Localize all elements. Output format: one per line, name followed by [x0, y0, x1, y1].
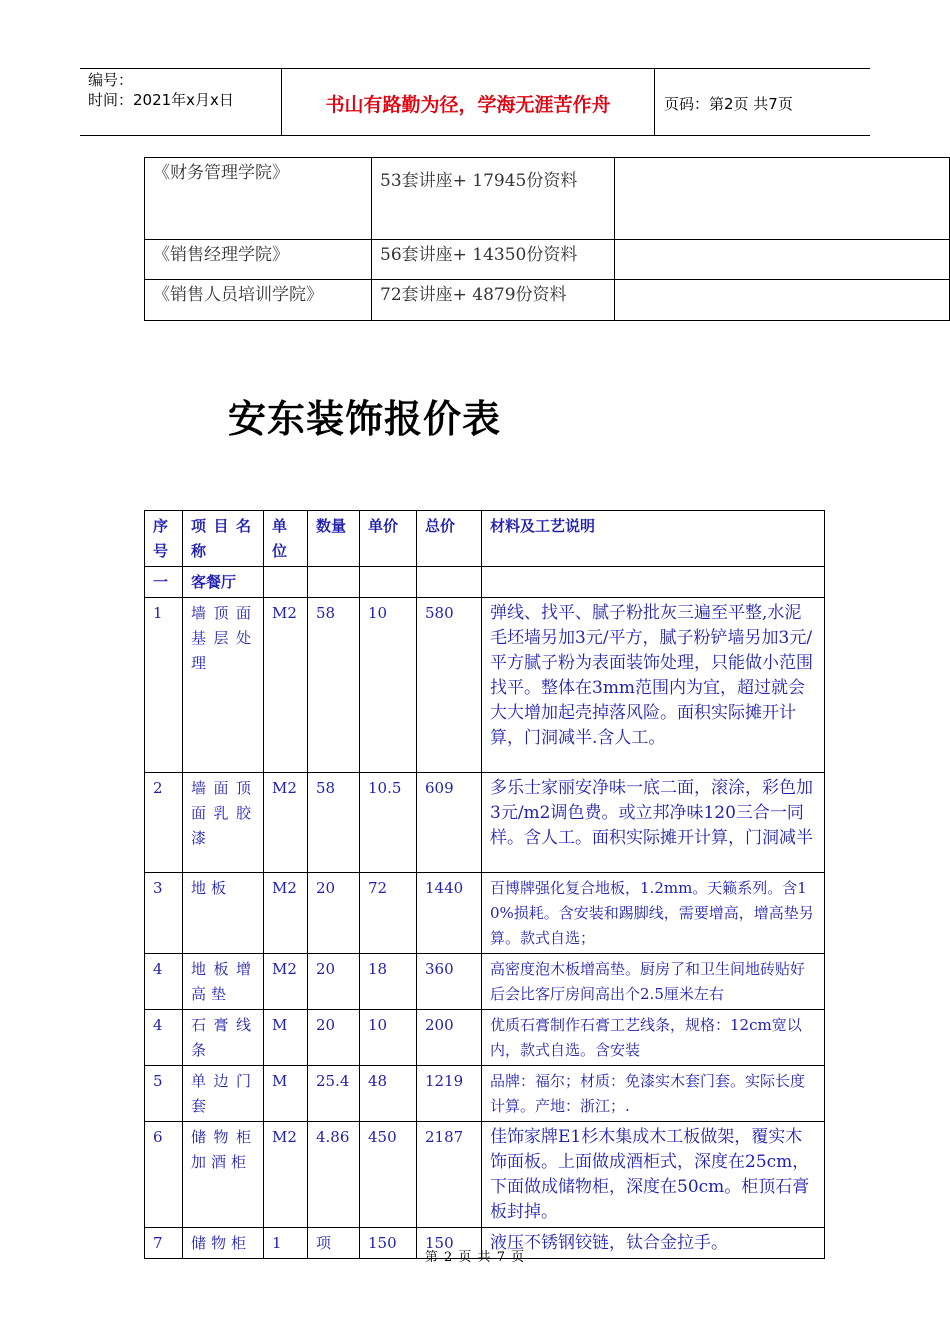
header-motto: 书山有路勤为径，学海无涯苦作舟 [325, 94, 611, 116]
row-unit: M2 [264, 773, 308, 873]
row-qty: 58 [308, 598, 360, 773]
header-total: 总价 [417, 511, 482, 567]
page-title: 安东装饰报价表 [228, 397, 502, 441]
row-qty: 20 [308, 1010, 360, 1066]
table-row [145, 240, 950, 280]
row-price: 450 [360, 1122, 417, 1228]
row-total: 2187 [417, 1122, 482, 1228]
row-name: 石膏线条 [183, 1010, 264, 1066]
row-price: 10.5 [360, 773, 417, 873]
row-no: 4 [145, 954, 183, 1010]
course-detail: 53套讲座+ 17945份资料 [372, 158, 615, 240]
section-no: 一 [145, 567, 183, 598]
section-name: 客餐厅 [183, 567, 264, 598]
table-row [145, 1122, 825, 1228]
course-detail: 56套讲座+ 14350份资料 [372, 240, 615, 280]
course-extra [615, 158, 950, 240]
header-qty: 数量 [308, 511, 360, 567]
header-page-label: 页码：第2页 共7页 [664, 95, 793, 113]
row-total: 609 [417, 773, 482, 873]
row-price: 10 [360, 1010, 417, 1066]
price-table [144, 510, 825, 1259]
time-label: 时间：2021年x月x日 [88, 91, 234, 109]
header-price: 单价 [360, 511, 417, 567]
row-no: 4 [145, 1010, 183, 1066]
row-desc: 液压不锈钢铰链，钛合金拉手。 [482, 1228, 825, 1259]
row-total: 150 [417, 1228, 482, 1259]
table-row [145, 1010, 825, 1066]
row-unit: M2 [264, 1122, 308, 1228]
row-no: 3 [145, 873, 183, 954]
row-total: 580 [417, 598, 482, 773]
row-unit: M2 [264, 598, 308, 773]
section-row [145, 567, 825, 598]
table-row [145, 598, 825, 773]
row-desc: 高密度泡木板增高垫。厨房了和卫生间地砖贴好后会比客厅房间高出个2.5厘米左右 [482, 954, 825, 1010]
header-no: 序号 [145, 511, 183, 567]
course-extra [615, 240, 950, 280]
row-no: 7 [145, 1228, 183, 1259]
row-no: 1 [145, 598, 183, 773]
row-desc: 优质石膏制作石膏工艺线条，规格：12cm宽以内，款式自选。含安装 [482, 1010, 825, 1066]
header-name: 项目名称 [183, 511, 264, 567]
row-unit: M [264, 1066, 308, 1122]
row-name: 单边门套 [183, 1066, 264, 1122]
row-unit: M [264, 1010, 308, 1066]
row-qty: 20 [308, 954, 360, 1010]
row-name: 墙顶面基层处理 [183, 598, 264, 773]
table-row [145, 873, 825, 954]
row-unit: M2 [264, 954, 308, 1010]
row-price: 150 [360, 1228, 417, 1259]
row-no: 6 [145, 1122, 183, 1228]
course-name: 《销售经理学院》 [145, 240, 372, 280]
row-desc: 多乐士家丽安净味一底二面，滚涂，彩色加3元/m2调色费。或立邦净味120三合一同样。含人工。面积实际摊开计算，门洞减半 [482, 773, 825, 873]
row-unit: M2 [264, 873, 308, 954]
page-footer: 第 2 页 共 7 页 [424, 1250, 526, 1265]
table-row [145, 1066, 825, 1122]
table-row [145, 280, 950, 321]
row-desc: 百博牌强化复合地板，1.2mm。天籁系列。含10%损耗。含安装和踢脚线，需要增高，增高垫另算。款式自选； [482, 873, 825, 954]
row-name: 地板增高垫 [183, 954, 264, 1010]
header-divider [654, 68, 655, 136]
row-no: 2 [145, 773, 183, 873]
row-qty: 项 [308, 1228, 360, 1259]
row-price: 48 [360, 1066, 417, 1122]
course-table [144, 157, 950, 321]
header-top-rule [80, 68, 870, 69]
header-bottom-rule [80, 135, 870, 136]
row-total: 1440 [417, 873, 482, 954]
table-row [145, 158, 950, 240]
row-name: 储物柜加酒柜 [183, 1122, 264, 1228]
header-meta [88, 70, 234, 110]
row-no: 5 [145, 1066, 183, 1122]
row-name: 地板 [183, 873, 264, 954]
row-qty: 4.86 [308, 1122, 360, 1228]
row-qty: 20 [308, 873, 360, 954]
course-detail: 72套讲座+ 4879份资料 [372, 280, 615, 321]
row-name: 墙面顶面乳胶漆 [183, 773, 264, 873]
row-total: 1219 [417, 1066, 482, 1122]
course-extra [615, 280, 950, 321]
row-desc: 佳饰家牌E1杉木集成木工板做架，覆实木饰面板。上面做成酒柜式，深度在25cm，下面做成储物柜，深度在50cm。柜顶石膏板封掉。 [482, 1122, 825, 1228]
row-price: 18 [360, 954, 417, 1010]
header-unit: 单位 [264, 511, 308, 567]
row-desc: 品牌：福尔；材质：免漆实木套门套。实际长度计算。产地：浙江；. [482, 1066, 825, 1122]
row-name: 储物柜 [183, 1228, 264, 1259]
course-name: 《销售人员培训学院》 [145, 280, 372, 321]
row-desc: 弹线、找平、腻子粉批灰三遍至平整,水泥毛坯墙另加3元/平方，腻子粉铲墙另加3元/平方腻子粉为表面装饰处理，只能做小范围找平。整体在3mm范围内为宜，超过就会大大增加起壳掉落风险。面积实际摊开计算，门洞减半.含人工。 [482, 598, 825, 773]
row-price: 10 [360, 598, 417, 773]
table-row [145, 773, 825, 873]
row-qty: 58 [308, 773, 360, 873]
row-qty: 25.4 [308, 1066, 360, 1122]
row-total: 360 [417, 954, 482, 1010]
table-row [145, 954, 825, 1010]
table-header-row [145, 511, 825, 567]
header-desc: 材料及工艺说明 [482, 511, 825, 567]
row-total: 200 [417, 1010, 482, 1066]
course-name: 《财务管理学院》 [145, 158, 372, 240]
row-unit: 1 [264, 1228, 308, 1259]
number-label: 编号： [88, 71, 134, 89]
row-price: 72 [360, 873, 417, 954]
